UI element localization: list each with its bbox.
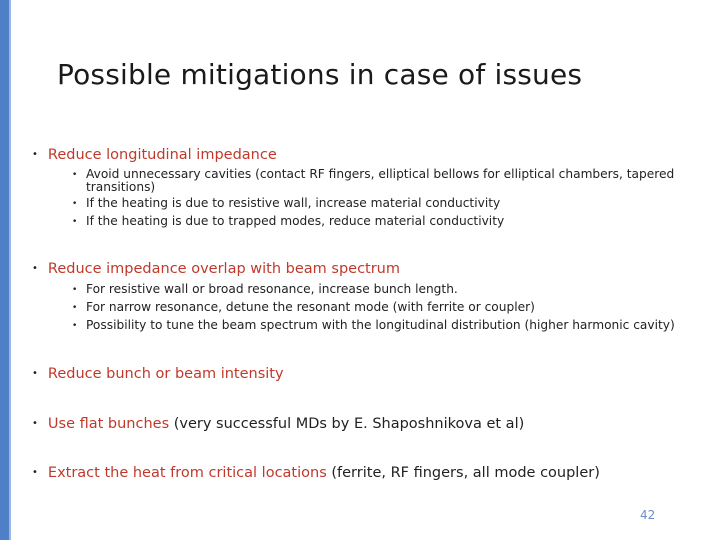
sub-bullet-text: If the heating is due to trapped modes, reduce material conductivity <box>86 214 505 228</box>
sub-bullet-dot: • <box>72 285 78 295</box>
page-number: 42 <box>640 508 656 522</box>
sub-bullet-dot: • <box>72 321 78 331</box>
bullet-extract-heat <box>32 465 600 481</box>
bullet-dot: • <box>32 418 38 429</box>
bullet-reduce-impedance-overlap <box>32 261 400 277</box>
bullet-label: Extract the heat from critical locations <box>47 465 327 481</box>
bullet-label: Reduce longitudinal impedance <box>47 147 277 163</box>
sub-bullet-dot: • <box>72 170 78 180</box>
sub-bullet-text: For resistive wall or broad resonance, increase bunch length. <box>86 282 458 296</box>
bullet-label: Reduce impedance overlap with beam spectrum <box>47 261 400 277</box>
bullet-suffix: (ferrite, RF fingers, all mode coupler) <box>326 465 600 481</box>
sub-bullet <box>72 283 692 297</box>
bullet-suffix: (very successful MDs by E. Shaposhnikova et al) <box>169 416 525 432</box>
sub-bullet-dot: • <box>72 217 78 227</box>
sub-bullet-dot: • <box>72 303 78 313</box>
sub-bullet <box>72 168 692 194</box>
bullet-dot: • <box>32 368 38 379</box>
sub-bullet <box>72 301 692 315</box>
sub-bullet <box>72 319 692 333</box>
sub-bullet-text: For narrow resonance, detune the resonant mode (with ferrite or coupler) <box>86 300 535 314</box>
bullet-dot: • <box>32 263 38 274</box>
bullet-use-flat-bunches <box>32 416 524 432</box>
bullet-reduce-longitudinal-impedance <box>32 147 277 163</box>
slide-accent-bar <box>0 0 9 540</box>
sub-bullet-text: Avoid unnecessary cavities (contact RF fingers, elliptical bellows for elliptical chambers, tapered transitions) <box>86 167 675 194</box>
sub-bullet-dot: • <box>72 199 78 209</box>
bullet-reduce-bunch-intensity <box>32 366 284 382</box>
slide-title: Possible mitigations in case of issues <box>57 58 583 91</box>
bullet-dot: • <box>32 467 38 478</box>
bullet-label: Use flat bunches <box>47 416 170 432</box>
sub-bullet-text: If the heating is due to resistive wall, increase material conductivity <box>86 196 501 210</box>
sub-bullet-text: Possibility to tune the beam spectrum with the longitudinal distribution (higher harmonic cavity) <box>86 318 675 332</box>
slide-accent-bar-edge <box>9 0 11 540</box>
bullet-dot: • <box>32 149 38 160</box>
sub-bullet <box>72 197 692 211</box>
bullet-label: Reduce bunch or beam intensity <box>47 366 284 382</box>
sub-bullet <box>72 215 692 229</box>
